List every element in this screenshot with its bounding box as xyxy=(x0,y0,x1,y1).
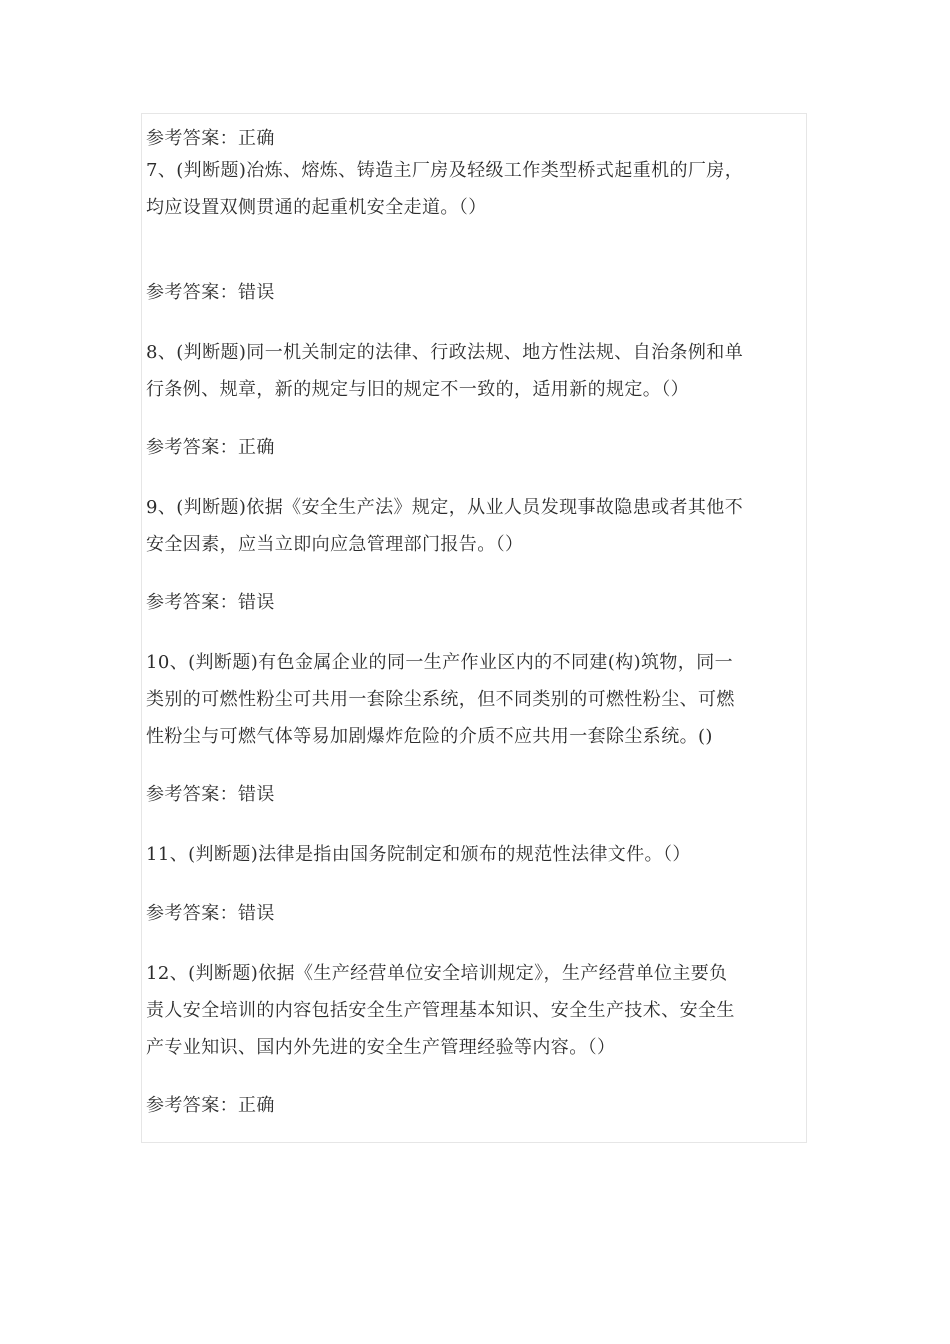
question-line: 责人安全培训的内容包括安全生产管理基本知识、安全生产技术、安全生 xyxy=(146,1000,735,1021)
question-line: 7、(判断题)冶炼、熔炼、铸造主厂房及轻级工作类型桥式起重机的厂房， xyxy=(146,160,744,181)
question-7 xyxy=(146,152,806,226)
question-line: 11、(判断题)法律是指由国务院制定和颁布的规范性法律文件。（） xyxy=(146,844,691,865)
answer-line: 参考答案：正确 xyxy=(146,128,275,149)
question-10 xyxy=(146,644,806,755)
question-line: 12、(判断题)依据《生产经营单位安全培训规定》，生产经营单位主要负 xyxy=(146,963,728,984)
document-content xyxy=(141,113,807,1143)
question-line: 类别的可燃性粉尘可共用一套除尘系统，但不同类别的可燃性粉尘、可燃 xyxy=(146,689,735,710)
question-line: 安全因素，应当立即向应急管理部门报告。（） xyxy=(146,534,524,555)
answer-line: 参考答案：正确 xyxy=(146,1095,275,1116)
question-line: 10、(判断题)有色金属企业的同一生产作业区内的不同建(构)筑物，同一 xyxy=(146,652,733,673)
answer-line: 参考答案：错误 xyxy=(146,784,275,805)
question-line: 8、(判断题)同一机关制定的法律、行政法规、地方性法规、自治条例和单 xyxy=(146,342,744,363)
answer-line: 参考答案：错误 xyxy=(146,282,275,303)
answer-line: 参考答案：错误 xyxy=(146,592,275,613)
answer-line: 参考答案：错误 xyxy=(146,903,275,924)
question-11 xyxy=(146,836,806,873)
question-line: 行条例、规章，新的规定与旧的规定不一致的，适用新的规定。（） xyxy=(146,379,689,400)
question-9 xyxy=(146,489,806,563)
answer-line: 参考答案：正确 xyxy=(146,437,275,458)
question-line: 均应设置双侧贯通的起重机安全走道。（） xyxy=(146,197,487,218)
question-line: 性粉尘与可燃气体等易加剧爆炸危险的介质不应共用一套除尘系统。() xyxy=(146,726,713,747)
question-8 xyxy=(146,334,806,408)
question-12 xyxy=(146,955,806,1066)
question-line: 产专业知识、国内外先进的安全生产管理经验等内容。（） xyxy=(146,1037,616,1058)
question-line: 9、(判断题)依据《安全生产法》规定，从业人员发现事故隐患或者其他不 xyxy=(146,497,744,518)
